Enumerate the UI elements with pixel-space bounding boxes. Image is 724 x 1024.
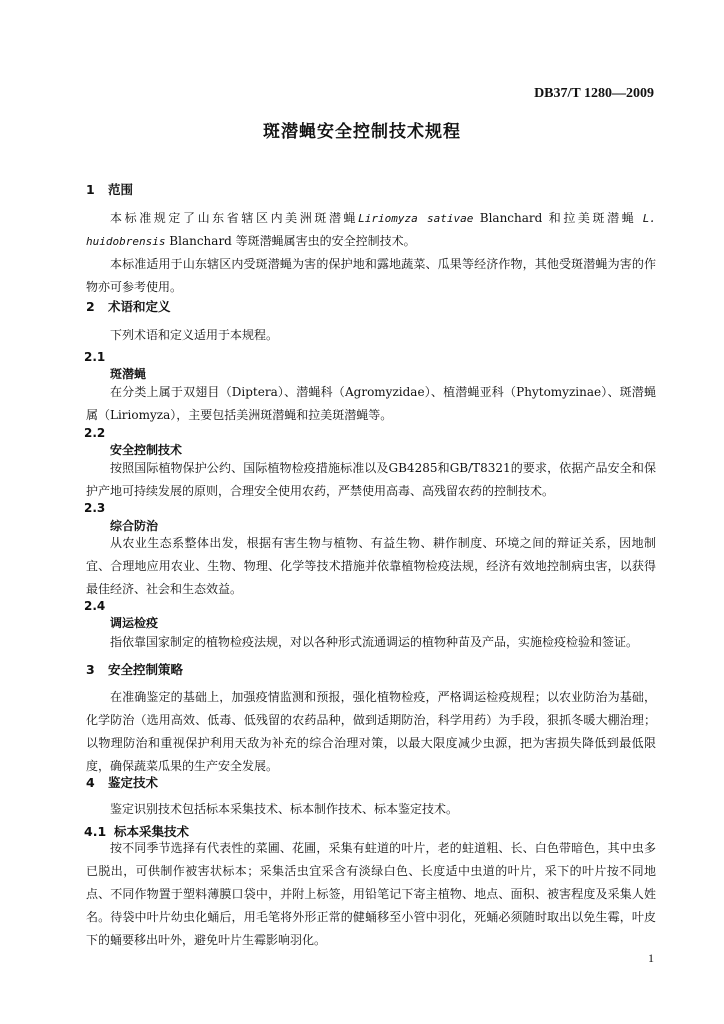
latin-name: Liriomyza sativae <box>358 212 474 225</box>
section-title: 安全控制策略 <box>108 662 184 677</box>
text-run: 本标准规定了山东省辖区内美洲斑潜蝇 <box>110 211 359 225</box>
section-title: 术语和定义 <box>108 299 171 314</box>
clause-2-3-term: 综合防治 <box>110 519 159 533</box>
section-4-heading <box>86 773 656 791</box>
clause-number: 4.1 <box>84 824 107 839</box>
clause-2-4-definition: 指依靠国家制定的植物检疫法规，对以各种形式流通调运的植物种苗及产品，实施检疫检验和签证。 <box>110 635 639 649</box>
section-1-heading <box>86 180 656 198</box>
clause-2-1-term: 斑潜蝇 <box>110 367 147 381</box>
clause-2-2-term: 安全控制技术 <box>110 443 183 457</box>
section-number: 4 <box>86 775 95 790</box>
section-1-paragraph-2: 本标准适用于山东辖区内受斑潜蝇为害的保护地和露地蔬菜、瓜果等经济作物，其他受斑潜蝇为害的作物亦可参考使用。 <box>86 257 656 294</box>
section-2-intro: 下列术语和定义适用于本规程。 <box>110 328 279 342</box>
clause-2-2-number: 2.2 <box>84 426 106 440</box>
section-4-intro: 鉴定识别技术包括标本采集技术、标本制作技术、标本鉴定技术。 <box>110 802 459 816</box>
clause-2-4-number: 2.4 <box>84 599 106 613</box>
clause-2-3-number: 2.3 <box>84 501 106 515</box>
section-title: 范围 <box>108 182 134 197</box>
clause-2-3-definition: 从农业生态系整体出发，根据有害生物与植物、有益生物、耕作制度、环境之间的辩证关系，因地制宜、合理地应用农业、生物、物理、化学等技术措施并依靠植物检疫法规，经济有效地控制病虫害，以获得最佳经济、社会和生态效益。 <box>86 536 656 596</box>
clause-2-4-term: 调运检疫 <box>110 616 159 630</box>
clause-2-1-definition: 在分类上属于双翅目（Diptera）、潜蝇科（Agromyzidae）、植潜蝇亚科（Phytomyzinae）、斑潜蝇属（Liriomyza），主要包括美洲斑潜蝇和拉美斑潜蝇等。 <box>86 385 656 422</box>
section-number: 2 <box>86 299 95 314</box>
section-number: 3 <box>86 662 95 677</box>
clause-title: 标本采集技术 <box>114 824 190 839</box>
section-title: 鉴定技术 <box>108 775 159 790</box>
latin-name: L. huidobrensis <box>86 212 656 248</box>
text-run: Blanchard 等斑潜蝇属害虫的安全控制技术。 <box>165 234 416 248</box>
section-1-paragraph-1 <box>86 207 656 253</box>
page-number: 1 <box>648 951 654 965</box>
section-number: 1 <box>86 182 95 197</box>
clause-2-2-definition: 按照国际植物保护公约、国际植物检疫措施标准以及GB4285和GB/T8321的要求，依据产品安全和保护产地可持续发展的原则，合理安全使用农药，严禁使用高毒、高残留农药的控制技术。 <box>86 461 656 498</box>
document-number: DB37/T 1280—2009 <box>534 86 654 101</box>
section-3-paragraph: 在准确鉴定的基础上，加强疫情监测和预报，强化植物检疫，严格调运检疫规程；以农业防治为基础，化学防治（选用高效、低毒、低残留的农药品种，做到适期防治，科学用药）为手段，狠抓冬暖大棚治理；以物理防治和重视保护利用天敌为补充的综合治理对策，以最大限度减少虫源，把为害损失降低到最低限度，确保蔬菜瓜果的生产安全发展。 <box>86 690 656 773</box>
clause-2-1-number: 2.1 <box>84 350 106 364</box>
text-run: Blanchard 和拉美斑潜蝇 <box>473 211 643 225</box>
document-title: 斑潜蝇安全控制技术规程 <box>263 122 461 142</box>
section-3-heading <box>86 660 656 678</box>
section-2-heading <box>86 297 656 315</box>
clause-4-1-paragraph: 按不同季节选择有代表性的菜圃、花圃，采集有蛀道的叶片，老的蛀道粗、长、白色带暗色，其中虫多已脱出，可供制作被害状标本；采集活虫宜采含有淡绿白色、长度适中虫道的叶片，采下的叶片按不同地点、不同作物置于塑料薄膜口袋中，并附上标签，用铅笔记下寄主植物、地点、面积、被害程度及采集人姓名。待袋中叶片幼虫化蛹后，用毛笔将外形正常的健蛹移至小管中羽化，死蛹必须随时取出以免生霉，叶皮下的蛹要移出叶外，避免叶片生霉影响羽化。 <box>86 841 656 947</box>
